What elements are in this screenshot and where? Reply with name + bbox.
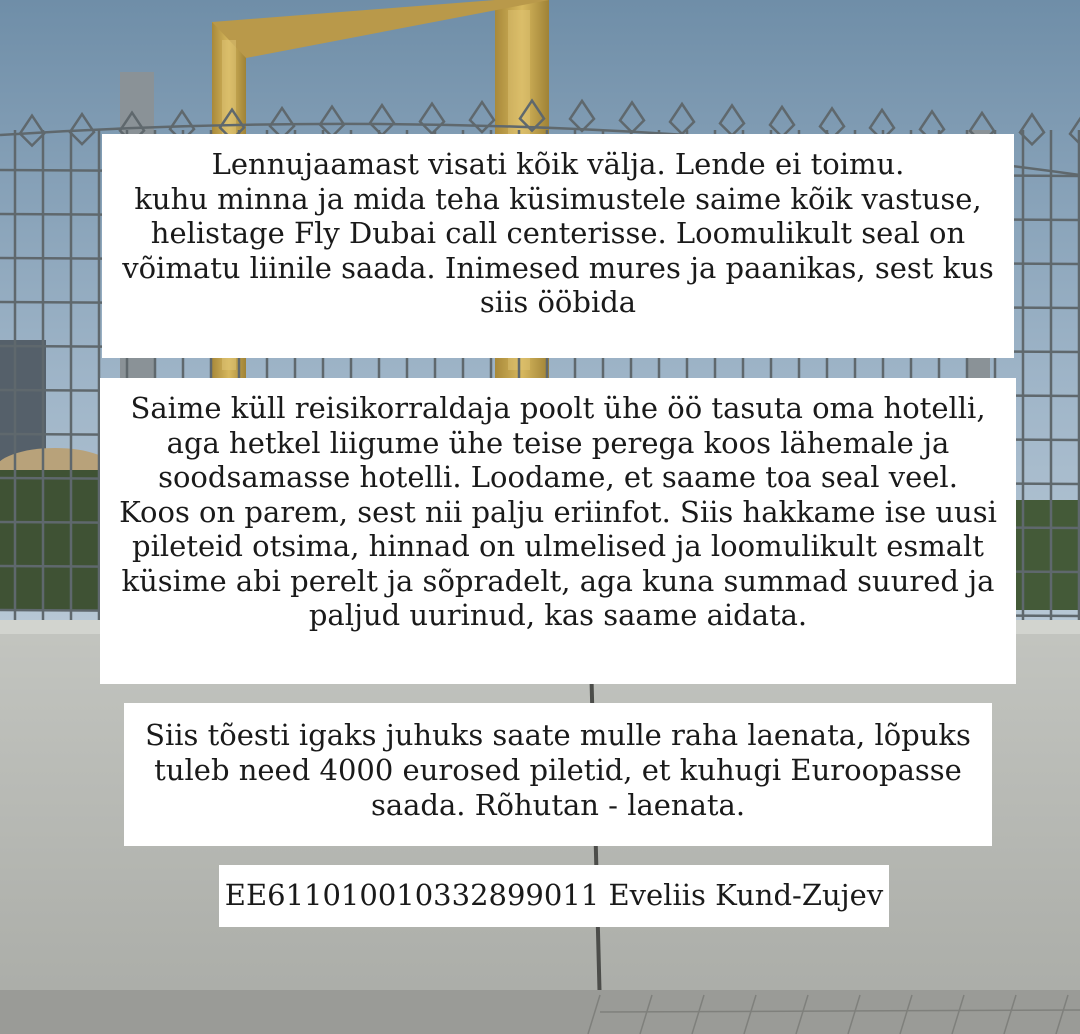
hotel-line-6: küsime abi perelt ja sõpradelt, aga kuna summad suured ja	[121, 563, 995, 598]
hotel-line-4: Koos on parem, sest nii palju eriinfot. Siis hakkame ise uusi	[119, 494, 997, 529]
account-number: EE611010010332899011 Eveliis Kund-Zujev	[224, 878, 884, 912]
loan-line-3: saada. Rõhutan - laenata.	[370, 788, 746, 822]
text-box-loan-request	[124, 703, 992, 846]
loan-line-1: Siis tõesti igaks juhuks saate mulle raha laenata, lõpuks	[145, 718, 971, 752]
intro-line-2: kuhu minna ja mida teha küsimustele saime kõik vastuse,	[134, 181, 982, 216]
loan-line-2: tuleb need 4000 eurosed piletid, et kuhugi Euroopasse	[154, 753, 962, 787]
hotel-line-7: paljud uurinud, kas saame aidata.	[308, 598, 808, 632]
text-box-account	[219, 865, 889, 927]
intro-line-3: helistage Fly Dubai call centerisse. Loomulikult seal on	[150, 216, 966, 250]
intro-line-4: võimatu liinile saada. Inimesed mures ja paanikas, sest kus	[122, 250, 994, 285]
hotel-line-3: soodsamasse hotelli. Loodame, et saame toa seal veel.	[158, 460, 958, 494]
hotel-line-5: pileteid otsima, hinnad on ulmelised ja loomulikult esmalt	[132, 529, 984, 563]
text-box-hotel	[100, 378, 1016, 684]
text-box-intro	[102, 134, 1014, 358]
tree-line-right	[1015, 500, 1080, 610]
hotel-line-1: Saime küll reisikorraldaja poolt ühe öö tasuta oma hotelli,	[130, 391, 986, 425]
hotel-line-2: aga hetkel liigume ühe teise perega koos lähemale ja	[166, 425, 950, 460]
intro-line-1: Lennujaamast visati kõik välja. Lende ei toimu.	[211, 147, 905, 181]
intro-line-5: siis ööbida	[479, 285, 637, 319]
